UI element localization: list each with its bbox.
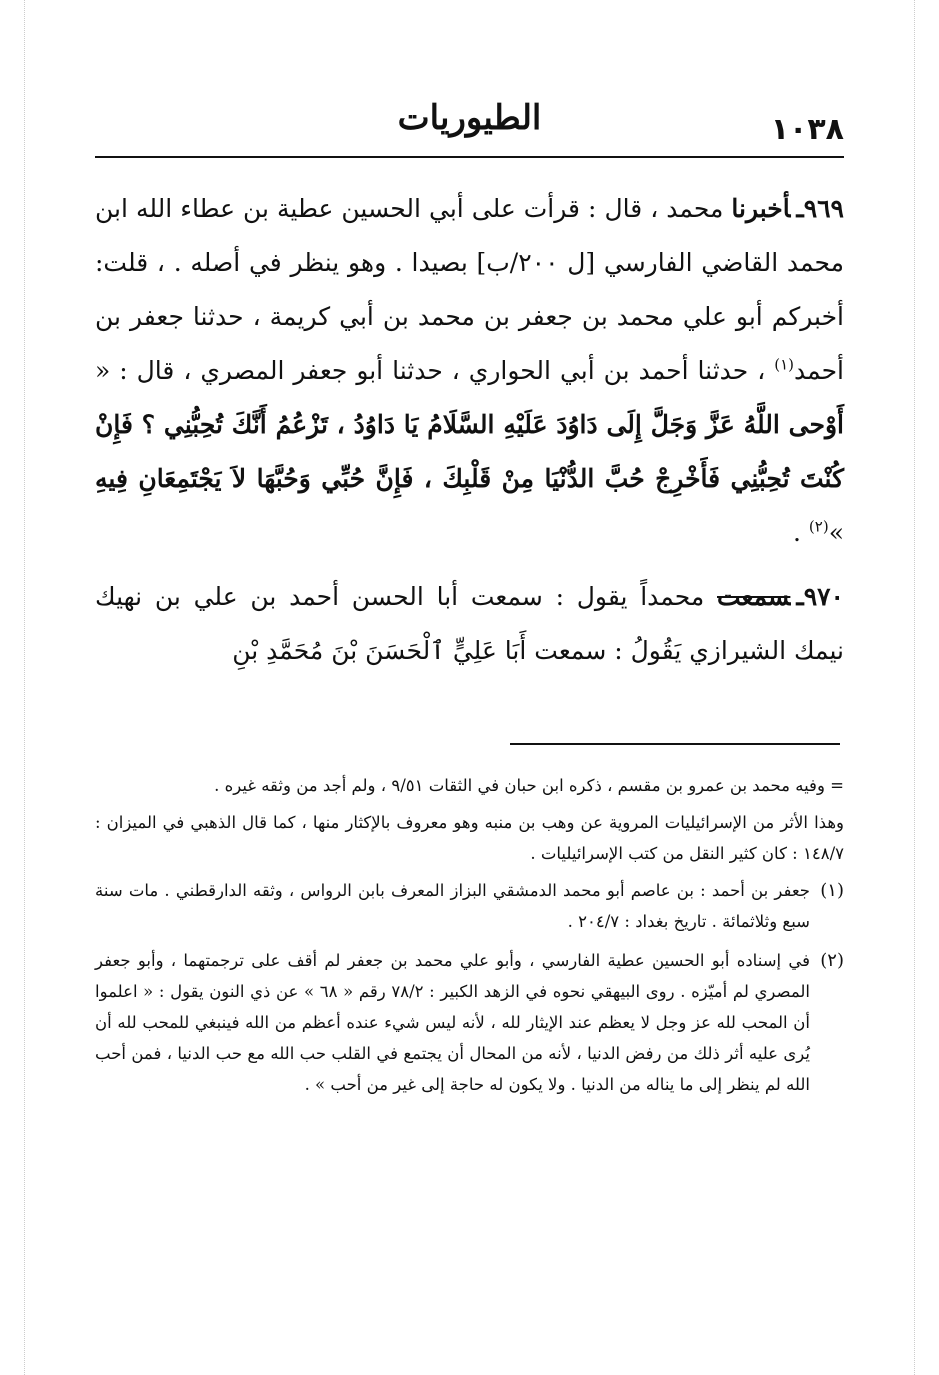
entry-text: حدثنا جعفر بن أحمد <box>95 302 844 385</box>
entry-text: جعفر المصري ، قال : « <box>95 356 348 385</box>
margin-dots-left <box>24 0 25 1375</box>
entry-lead: سمعت <box>717 582 791 611</box>
entry-number: ٩٧٠ـ <box>796 582 844 611</box>
page-number: ١٠٣٨ <box>770 112 844 147</box>
quoted-saying: أَوْحى اللَّهُ عَزَّ وَجَلَّ إِلَى دَاوُدَ عَلَيْهِ السَّلَامُ يَا دَاوُدُ ، تَزْعُمُ أَنَّكَ تُحِبُّنِي ؟ فَإِنْ كُنْتَ تُحِبُّنِي فَأَخْرِجْ حُبَّ الدُّنْيَا مِنْ قَلْبِكَ ، فَإِنَّ حُبِّي وَحُبَّهَا لاَ يَجْتَمِعَانِ فِيهِ <box>95 410 844 493</box>
entry-end: . <box>793 518 809 547</box>
entry-text: ابن محمد القاضي الفارسي [ل ٢٠٠/ب] بصيدا . وهو ينظر في أصله . ، <box>95 194 844 277</box>
footnotes <box>95 770 844 1108</box>
entry-text: محمداً يقول : سمعت أبا الحسن أحمد بن علي بن <box>154 582 717 611</box>
footnote-ref-2[interactable]: (٢) <box>808 517 829 536</box>
entry-970 <box>95 570 844 678</box>
page-header <box>95 92 844 158</box>
footnote-ref-1[interactable]: (١) <box>774 355 795 374</box>
footnote-mark: (٢) <box>820 950 844 971</box>
entry-lead: أخبرنا <box>731 194 791 223</box>
entry-number: ٩٦٩ـ <box>796 194 844 223</box>
entry-text: نهيك نيمك الشيرازي يَقُولُ : سمعت أَبَا عَلِيٍّ ٱلْحَسَنَ بْنَ مُحَمَّدِ بْنِ <box>95 582 844 665</box>
footnote-continuation: وهذا الأثر من الإسرائيليات المروية عن وهب بن منبه وهو معروف بالإكثار منها ، كما قال الذهبي في الميزان : ١٤٨/٧ : كان كثير النقل من كتب الإسرائيليات . <box>95 813 844 863</box>
footnote-2 <box>95 945 844 1100</box>
footnote-text: في إسناده أبو الحسين عطية الفارسي ، وأبو علي محمد بن جعفر لم أقف على ترجمتهما ، وأبو جعفر المصري لم أميّزه . روى البيهقي نحوه في الزهد الكبير : ٧٨/٢ رقم « ٦٨ » عن ذي النون يقول : « اعلموا أن المحب لله عز وجل لا يعظم عند الإيثار لله ، لأنه ليس شيء عنده أعظم من الله فينبغي للمحب لله أن يُرى عليه أثر ذلك من رفض الدنيا ، لأنه من المحال أن يجتمع في القلب حب الله مع حب الدنيا ، فمن أحب الله لم ينظر إلى ما يناله من الدنيا . ولا يكون له حاجة إلى غير من أحب » . <box>95 951 810 1094</box>
footnote-continuation: = وفيه محمد بن عمرو بن مقسم ، ذكره ابن حبان في الثقات ٩/٥١ ، ولم أجد من وثقه غيره . <box>214 776 844 795</box>
footnote-mark: (١) <box>820 880 844 901</box>
quote-close: » <box>828 518 844 547</box>
margin-dots-right <box>914 0 915 1375</box>
entry-969 <box>95 182 844 560</box>
main-text <box>95 182 844 688</box>
footnote-text: جعفر بن أحمد : بن عاصم أبو محمد الدمشقي البزاز المعرف بابن الرواس ، وثقه الدارقطني . مات سنة سبع وثلاثمائة . تاريخ بغداد : ٢٠٤/٧ . <box>95 881 810 931</box>
entry-text: محمد ، قال : قرأت على أبي الحسين عطية بن عطاء الله <box>135 194 732 223</box>
footnote-separator <box>510 743 840 745</box>
book-title: الطيوريات <box>397 98 542 138</box>
entry-text: ، حدثنا أحمد بن أبي الحواري ، حدثنا أبو <box>356 356 775 385</box>
entry-text: قلت: أخبركم أبو علي محمد بن جعفر بن محمد بن أبي كريمة ، <box>95 248 844 331</box>
footnote-1 <box>95 875 844 937</box>
